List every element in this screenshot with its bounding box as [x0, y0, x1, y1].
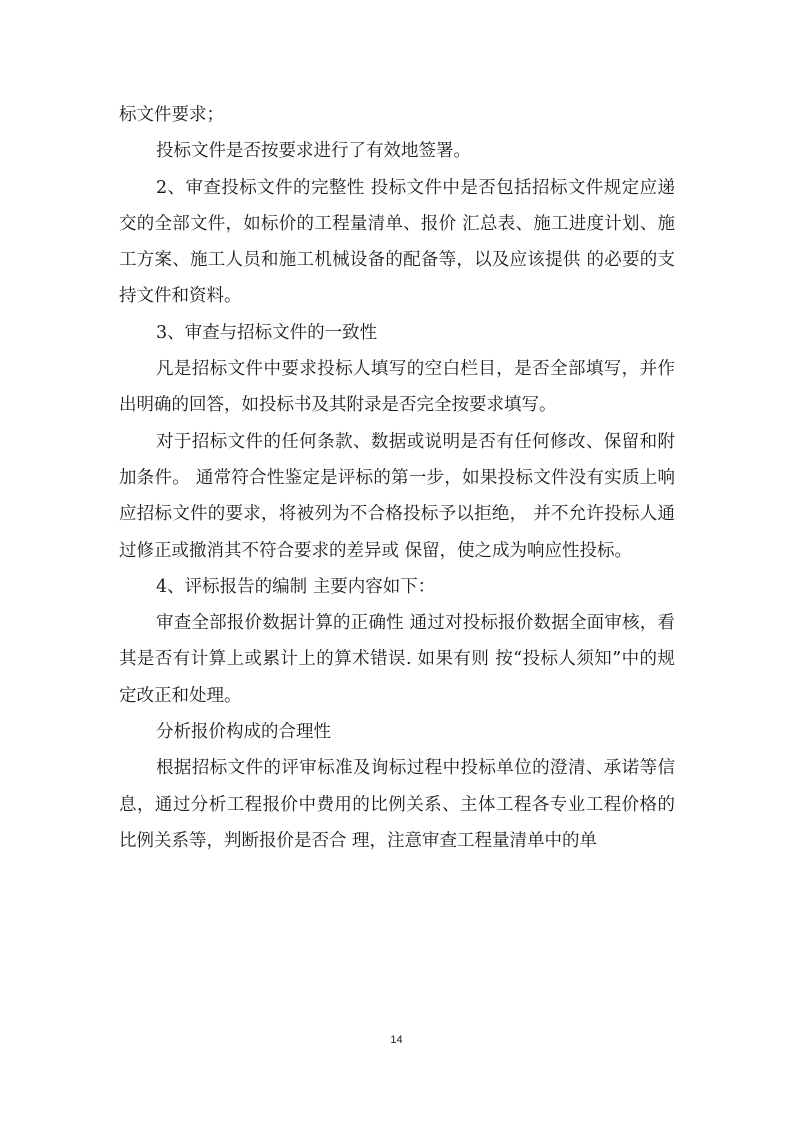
sub-heading: 分析报价构成的合理性 [156, 722, 331, 743]
paragraph-continuation: 标文件要求； [119, 105, 224, 125]
paragraph: 审查全部报价数据计算的正确性 通过对投标报价数据全面审核，看其是否有计算上或累计上的算术错误. 如果有则 按“投标人须知”中的规定改正和处理。 [119, 613, 675, 706]
section-heading: 3、审查与招标文件的一致性 [156, 322, 378, 343]
paragraph: 凡是招标文件中要求投标人填写的空白栏目，是否全部填写，并作出明确的回答，如投标书及其附录是否完全按要求填写。 [119, 359, 675, 416]
paragraph: 对于招标文件的任何条款、数据或说明是否有任何修改、保留和附加条件。 通常符合性鉴定是评标的第一步，如果投标文件没有实质上响应招标文件的要求，将被列为不合格投标予以拒绝， 并不允许投标人通过修正或撤消其不符合要求的差异或 保留，使之成为响应性投标。 [119, 431, 675, 561]
body-text [119, 97, 675, 859]
paragraph: 2、审查投标文件的完整性 投标文件中是否包括招标文件规定应递交的全部文件，如标价的工程量清单、报价 汇总表、施工进度计划、施工方案、施工人员和施工机械设备的配备等，以及应该提供 的必要的支持文件和资料。 [119, 177, 675, 307]
section-heading: 4、评标报告的编制 主要内容如下： [156, 576, 436, 597]
page-number: 14 [390, 1034, 403, 1046]
paragraph: 投标文件是否按要求进行了有效地签署。 [156, 141, 471, 162]
paragraph: 根据招标文件的评审标准及询标过程中投标单位的澄清、承诺等信息，通过分析工程报价中费用的比例关系、主体工程各专业工程价格的比例关系等，判断报价是否合 理，注意审查工程量清单中的单 [119, 758, 675, 851]
